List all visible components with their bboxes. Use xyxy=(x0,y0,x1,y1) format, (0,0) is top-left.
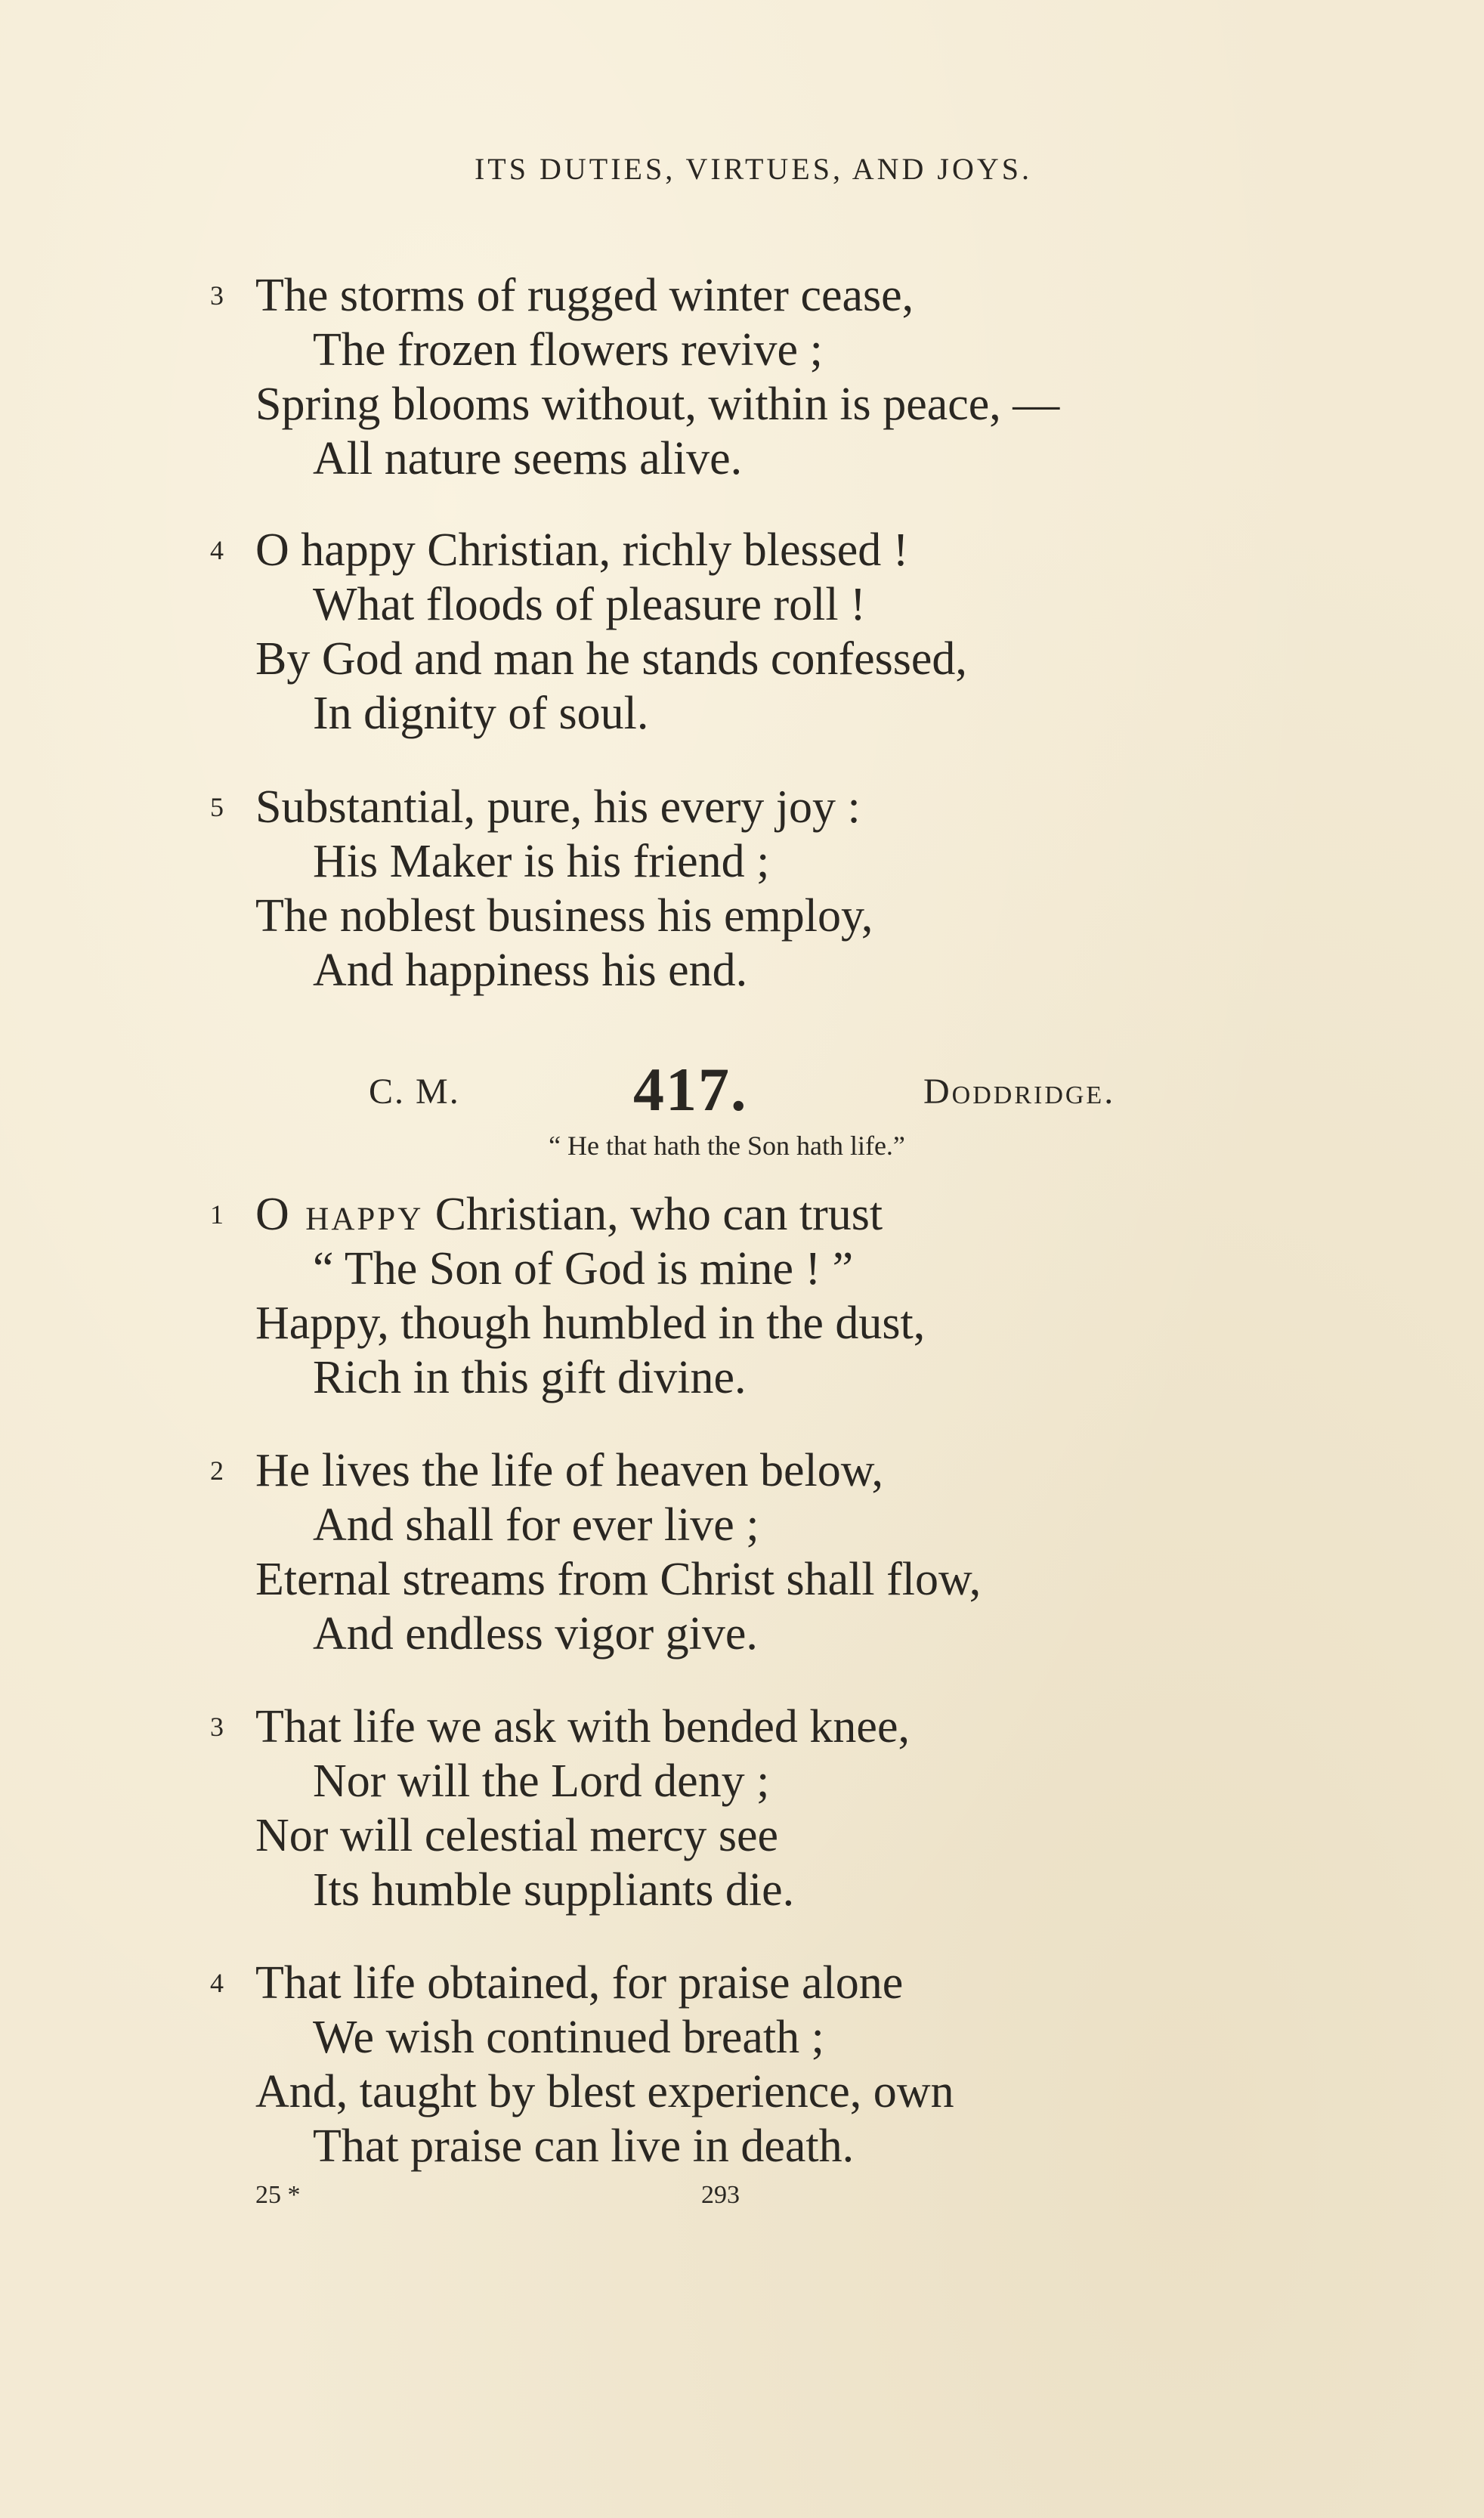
verse-line: That praise can live in death. xyxy=(313,2121,855,2172)
verse-line: All nature seems alive. xyxy=(313,433,743,484)
verse-line xyxy=(255,1187,883,1242)
stanza-number: 5 xyxy=(210,792,224,822)
verse-line: Nor will the Lord deny ; xyxy=(313,1755,770,1807)
verse-line: Substantial, pure, his every joy : xyxy=(255,781,861,833)
stanza-number: 3 xyxy=(210,280,224,311)
verse-line: The storms of rugged winter cease, xyxy=(255,270,914,321)
page-number: 293 xyxy=(701,2181,740,2209)
verse-line: His Maker is his friend ; xyxy=(313,836,770,887)
verse-line: That life we ask with bended knee, xyxy=(255,1701,910,1752)
verse-line: Eternal streams from Christ shall flow, xyxy=(255,1554,982,1605)
verse-line: Nor will celestial mercy see xyxy=(255,1810,779,1861)
signature-mark: 25 * xyxy=(255,2181,301,2209)
stanza-number: 3 xyxy=(210,1712,224,1742)
stanza-number: 1 xyxy=(210,1199,224,1230)
stanza-number: 4 xyxy=(210,535,224,565)
verse-line: What floods of pleasure roll ! xyxy=(313,579,866,630)
verse-line: “ The Son of God is mine ! ” xyxy=(313,1243,854,1295)
verse-line: Spring blooms without, within is peace, — xyxy=(255,379,1060,430)
hymn-meter: C. M. xyxy=(369,1072,460,1112)
stanza-number: 4 xyxy=(210,1968,224,1998)
verse-line: In dignity of soul. xyxy=(313,688,649,739)
verse-line: Rich in this gift divine. xyxy=(313,1352,747,1403)
hymn-author: Doddridge. xyxy=(923,1072,1116,1112)
running-head: ITS DUTIES, VIRTUES, AND JOYS. xyxy=(474,152,1032,186)
verse-line: The frozen flowers revive ; xyxy=(313,324,823,376)
verse-line: O happy Christian, richly blessed ! xyxy=(255,524,909,576)
hymn-number: 417. xyxy=(633,1055,748,1124)
verse-line: And endless vigor give. xyxy=(313,1608,758,1660)
verse-line: Its humble suppliants die. xyxy=(313,1864,795,1916)
verse-line: Happy, though humbled in the dust, xyxy=(255,1298,926,1349)
verse-line: The noblest business his employ, xyxy=(255,890,873,942)
hymn-epigraph: “ He that hath the Son hath life.” xyxy=(549,1131,905,1161)
stanza-number: 2 xyxy=(210,1455,224,1486)
verse-line: And, taught by blest experience, own xyxy=(255,2066,954,2117)
verse-line: And happiness his end. xyxy=(313,945,748,996)
verse-line: And shall for ever live ; xyxy=(313,1499,759,1551)
first-words: O happy xyxy=(255,1189,424,1240)
verse-line: He lives the life of heaven below, xyxy=(255,1445,883,1496)
verse-line: That life obtained, for praise alone xyxy=(255,1957,904,2009)
verse-line-rest: Christian, who can trust xyxy=(423,1189,883,1240)
verse-line: We wish continued breath ; xyxy=(313,2012,824,2063)
verse-line: By God and man he stands confessed, xyxy=(255,633,967,685)
hymn-header xyxy=(0,1054,1484,1122)
